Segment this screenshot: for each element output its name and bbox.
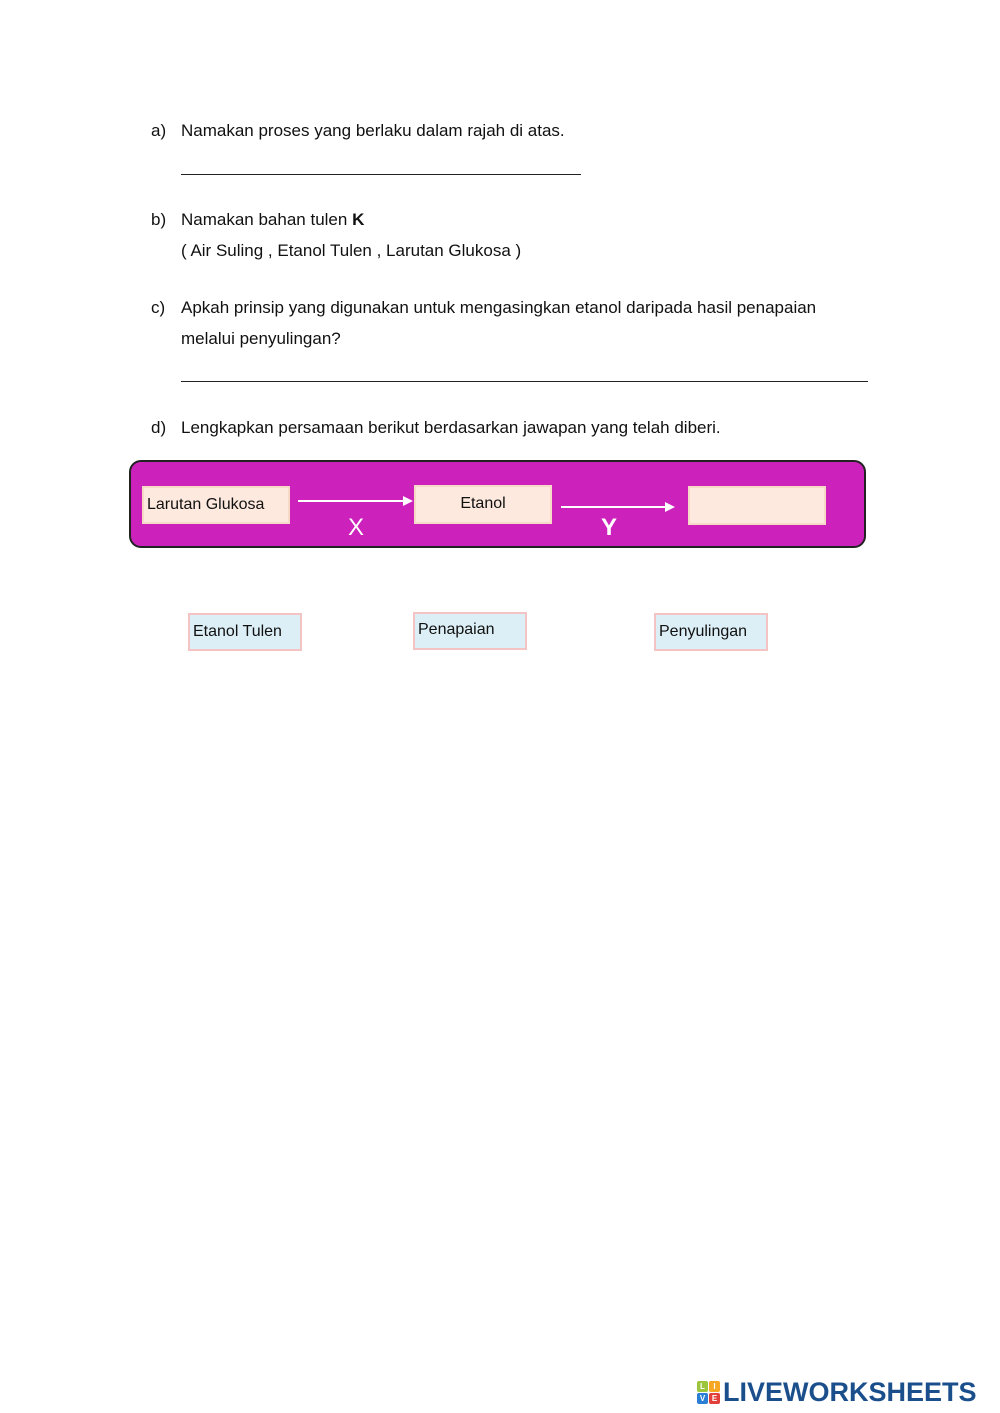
mark-i: I [709, 1381, 720, 1392]
question-b-hint-text: ( Air Suling , Etanol Tulen , Larutan Glukosa ) [181, 241, 522, 260]
option-penapaian-label: Penapaian [418, 621, 495, 638]
flow-box-etanol [414, 485, 552, 524]
flow-box-answer-drop[interactable] [688, 486, 826, 525]
option-penapaian[interactable] [413, 612, 527, 650]
flow-box-larutan-glukosa [142, 486, 290, 524]
arrow-x-line [298, 500, 404, 502]
arrow-y-head [665, 502, 675, 512]
question-d-letter: d) [151, 418, 167, 437]
mark-v: V [697, 1393, 708, 1404]
arrow-x-head [403, 496, 413, 506]
answer-line-c[interactable] [181, 381, 868, 382]
question-a-text: Namakan proses yang berlaku dalam rajah di atas. [181, 121, 565, 140]
option-penyulingan[interactable] [654, 613, 768, 651]
flow-box-1-label: Larutan Glukosa [147, 496, 265, 513]
liveworksheets-wordmark: LIVEWORKSHEETS [723, 1376, 977, 1407]
question-c-letter: c) [151, 298, 166, 317]
arrow-y-label: Y [601, 514, 618, 541]
question-c-cont [181, 328, 341, 350]
answer-line-a[interactable] [181, 174, 581, 175]
question-b-hint [181, 240, 521, 262]
arrow-x-label: X [348, 514, 365, 541]
question-c-line1: Apkah prinsip yang digunakan untuk mengasingkan etanol daripada hasil penapaian [181, 298, 817, 317]
question-b-text [181, 209, 364, 231]
option-etanol-tulen-label: Etanol Tulen [193, 623, 282, 640]
option-etanol-tulen[interactable] [188, 613, 302, 651]
question-b-bold: K [352, 210, 365, 229]
mark-l: L [697, 1381, 708, 1392]
question-d-text: Lengkapkan persamaan berikut berdasarkan jawapan yang telah diberi. [181, 418, 721, 437]
liveworksheets-mark-icon [697, 1381, 720, 1404]
flow-box-2-label: Etanol [460, 494, 506, 512]
question-b-letter: b) [151, 210, 167, 229]
mark-e: E [709, 1393, 720, 1404]
arrow-y-line [561, 506, 666, 508]
question-b-prefix: Namakan bahan tulen [181, 210, 353, 229]
liveworksheets-logo [697, 1377, 977, 1407]
question-c-line2: melalui penyulingan? [181, 329, 341, 348]
option-penyulingan-label: Penyulingan [659, 623, 748, 640]
question-a-letter: a) [151, 121, 167, 140]
flow-diagram-panel [129, 460, 866, 548]
